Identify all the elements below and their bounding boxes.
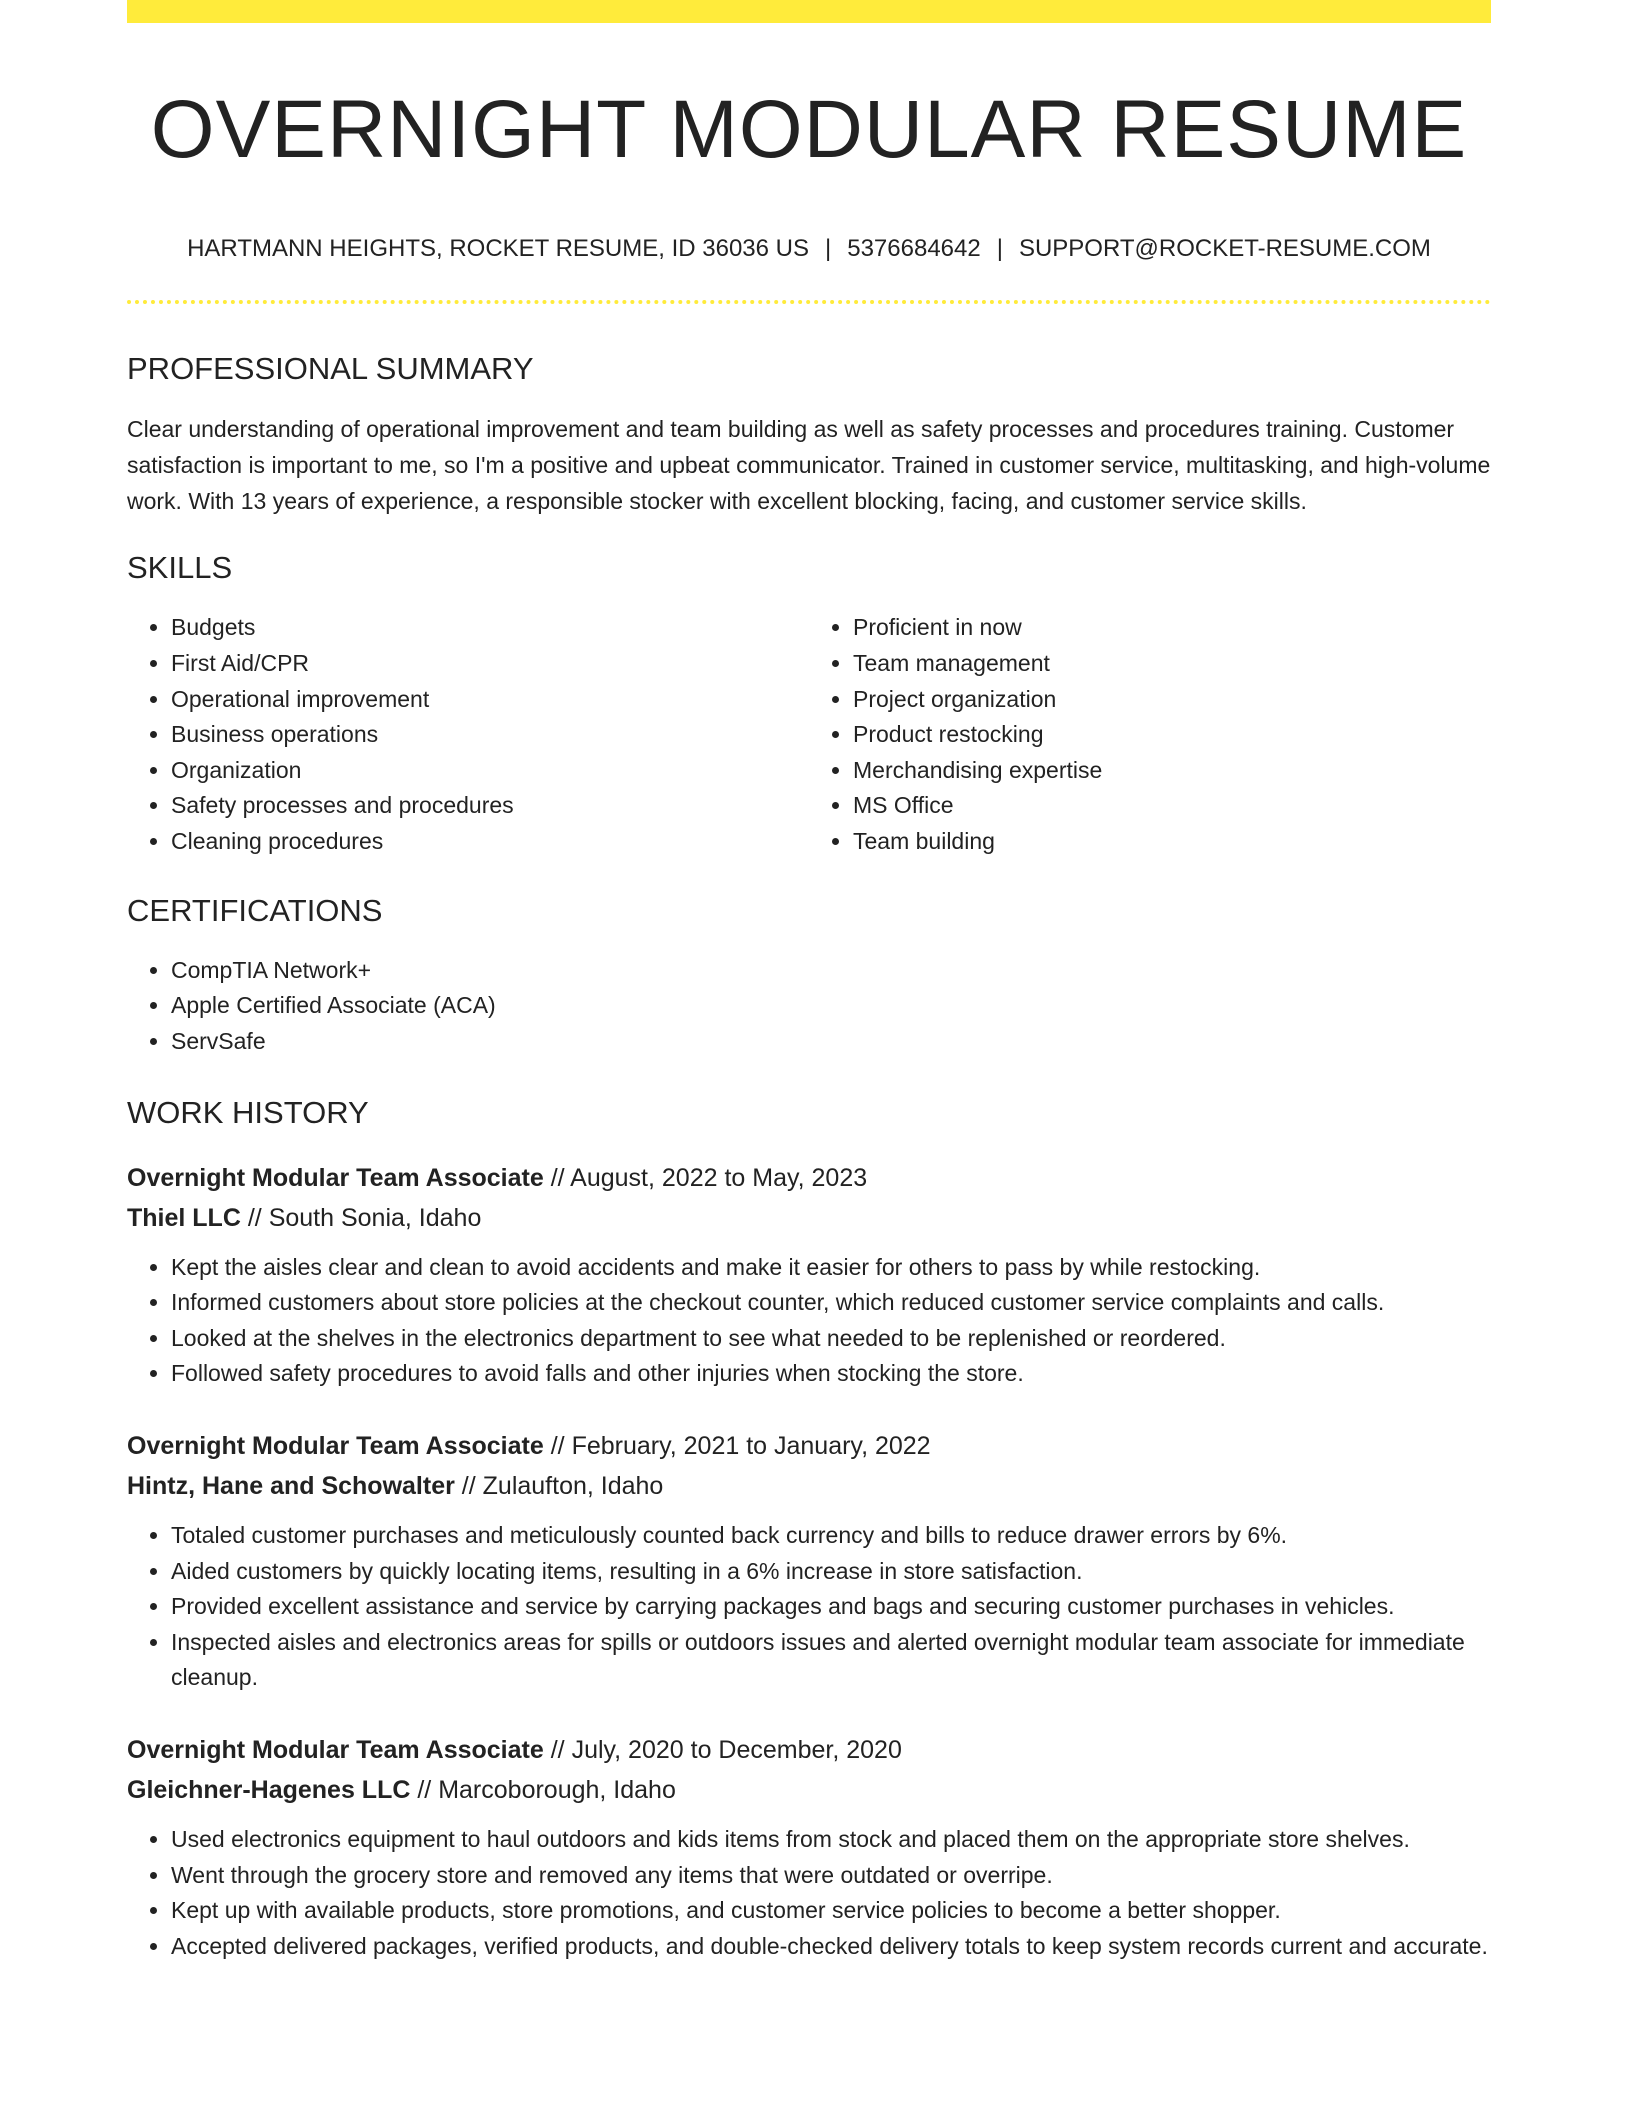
job-dates: February, 2021 to January, 2022 bbox=[571, 1432, 931, 1461]
certification-item: • Apple Certified Associate (ACA) bbox=[171, 988, 1491, 1024]
job-entry bbox=[127, 1730, 1491, 1964]
resume-name: OVERNIGHT MODULAR RESUME bbox=[150, 84, 1468, 175]
job-location: Marcoborough, Idaho bbox=[438, 1776, 676, 1805]
section-heading: CERTIFICATIONS bbox=[127, 892, 383, 928]
job-separator: // bbox=[240, 1203, 269, 1232]
certification-item: • ServSafe bbox=[171, 1024, 1491, 1060]
skill-item: • Safety processes and procedures bbox=[171, 788, 809, 824]
skill-item: • Team building bbox=[853, 824, 1491, 860]
skills-section bbox=[127, 549, 1491, 859]
job-separator: // bbox=[543, 1163, 571, 1192]
job-bullet: • Followed safety procedures to avoid falls and other injuries when stocking the store. bbox=[171, 1356, 1491, 1392]
skills-column-right bbox=[809, 610, 1491, 859]
professional-summary-section bbox=[127, 350, 1491, 519]
job-title-line bbox=[127, 1426, 1491, 1466]
job-company: Hintz, Hane and Schowalter bbox=[127, 1472, 455, 1501]
job-bullets bbox=[127, 1250, 1491, 1392]
skill-item: • Project organization bbox=[853, 682, 1491, 718]
section-heading: WORK HISTORY bbox=[127, 1095, 369, 1131]
certifications-section bbox=[127, 892, 1491, 1060]
job-location: South Sonia, Idaho bbox=[268, 1203, 482, 1232]
job-company-line bbox=[127, 1198, 1491, 1238]
contact-phone: 5376684642 bbox=[847, 235, 981, 263]
skill-item: • First Aid/CPR bbox=[171, 646, 809, 682]
skill-item: • Cleaning procedures bbox=[171, 824, 809, 860]
skill-item: • Proficient in now bbox=[853, 610, 1491, 646]
job-title-line bbox=[127, 1158, 1491, 1198]
summary-text: Clear understanding of operational improvement and team building as well as safety processes and procedures training. Customer satisfaction is important to me, so I'm a positive and upbeat communicator. Trained in customer service, multitasking, and high-volume work. With 13 years of experience, a responsible stocker with excellent blocking, facing, and customer service skills. bbox=[127, 416, 1491, 515]
job-separator: // bbox=[410, 1776, 439, 1805]
contact-address: HARTMANN HEIGHTS, ROCKET RESUME, ID 36036 US bbox=[187, 235, 809, 263]
section-heading: SKILLS bbox=[127, 550, 233, 586]
skill-item: • Business operations bbox=[171, 717, 809, 753]
job-company-line bbox=[127, 1770, 1491, 1810]
contact-separator: | bbox=[996, 235, 1003, 263]
skill-item: • MS Office bbox=[853, 788, 1491, 824]
skills-list-left bbox=[127, 610, 809, 859]
skill-item: • Product restocking bbox=[853, 717, 1491, 753]
resume-page bbox=[127, 0, 1491, 1964]
skills-list-right bbox=[809, 610, 1491, 859]
job-title: Overnight Modular Team Associate bbox=[127, 1163, 544, 1192]
top-accent-bar bbox=[127, 0, 1491, 23]
certifications-list bbox=[127, 953, 1491, 1060]
job-bullet: • Went through the grocery store and removed any items that were outdated or overripe. bbox=[171, 1858, 1491, 1894]
skills-column-left bbox=[127, 610, 809, 859]
job-company-line bbox=[127, 1466, 1491, 1506]
job-bullet: • Aided customers by quickly locating items, resulting in a 6% increase in store satisfaction. bbox=[171, 1554, 1491, 1590]
skills-grid bbox=[127, 610, 1491, 859]
job-bullet: • Kept up with available products, store promotions, and customer service policies to become a better shopper. bbox=[171, 1893, 1491, 1929]
skill-item: • Merchandising expertise bbox=[853, 753, 1491, 789]
job-bullet: • Informed customers about store policies at the checkout counter, which reduced customer service complaints and calls. bbox=[171, 1285, 1491, 1321]
skill-item: • Organization bbox=[171, 753, 809, 789]
job-bullet: • Inspected aisles and electronics areas for spills or outdoors issues and alerted overnight modular team associate for immediate cleanup. bbox=[171, 1625, 1491, 1696]
job-bullet: • Kept the aisles clear and clean to avoid accidents and make it easier for others to pass by while restocking. bbox=[171, 1250, 1491, 1286]
job-location: Zulaufton, Idaho bbox=[482, 1472, 664, 1501]
job-bullet: • Used electronics equipment to haul outdoors and kids items from stock and placed them on the appropriate store shelves. bbox=[171, 1822, 1491, 1858]
dotted-divider bbox=[127, 300, 1491, 304]
job-entry bbox=[127, 1158, 1491, 1392]
job-title: Overnight Modular Team Associate bbox=[127, 1432, 544, 1461]
job-separator: // bbox=[454, 1472, 483, 1501]
job-title-line bbox=[127, 1730, 1491, 1770]
certification-item: • CompTIA Network+ bbox=[171, 953, 1491, 989]
job-bullets bbox=[127, 1518, 1491, 1696]
contact-line bbox=[127, 235, 1491, 264]
job-bullet: • Totaled customer purchases and meticulously counted back currency and bills to reduce drawer errors by 6%. bbox=[171, 1518, 1491, 1554]
skill-item: • Budgets bbox=[171, 610, 809, 646]
job-separator: // bbox=[543, 1432, 572, 1461]
job-entry bbox=[127, 1426, 1491, 1696]
job-bullets bbox=[127, 1822, 1491, 1964]
section-heading: PROFESSIONAL SUMMARY bbox=[127, 350, 534, 386]
work-history-section bbox=[127, 1094, 1491, 1964]
skill-item: • Team management bbox=[853, 646, 1491, 682]
job-dates: July, 2020 to December, 2020 bbox=[571, 1736, 902, 1765]
job-bullet: • Provided excellent assistance and service by carrying packages and bags and securing customer purchases in vehicles. bbox=[171, 1589, 1491, 1625]
contact-email: SUPPORT@ROCKET-RESUME.COM bbox=[1018, 235, 1431, 263]
job-dates: August, 2022 to May, 2023 bbox=[570, 1163, 868, 1192]
skill-item: • Operational improvement bbox=[171, 682, 809, 718]
contact-separator: | bbox=[825, 235, 832, 263]
job-separator: // bbox=[543, 1736, 572, 1765]
job-company: Gleichner-Hagenes LLC bbox=[127, 1776, 411, 1805]
job-bullet: • Accepted delivered packages, verified products, and double-checked delivery totals to keep system records current and accurate. bbox=[171, 1929, 1491, 1965]
job-bullet: • Looked at the shelves in the electronics department to see what needed to be replenished or reordered. bbox=[171, 1321, 1491, 1357]
job-company: Thiel LLC bbox=[127, 1203, 241, 1232]
job-title: Overnight Modular Team Associate bbox=[127, 1736, 544, 1765]
